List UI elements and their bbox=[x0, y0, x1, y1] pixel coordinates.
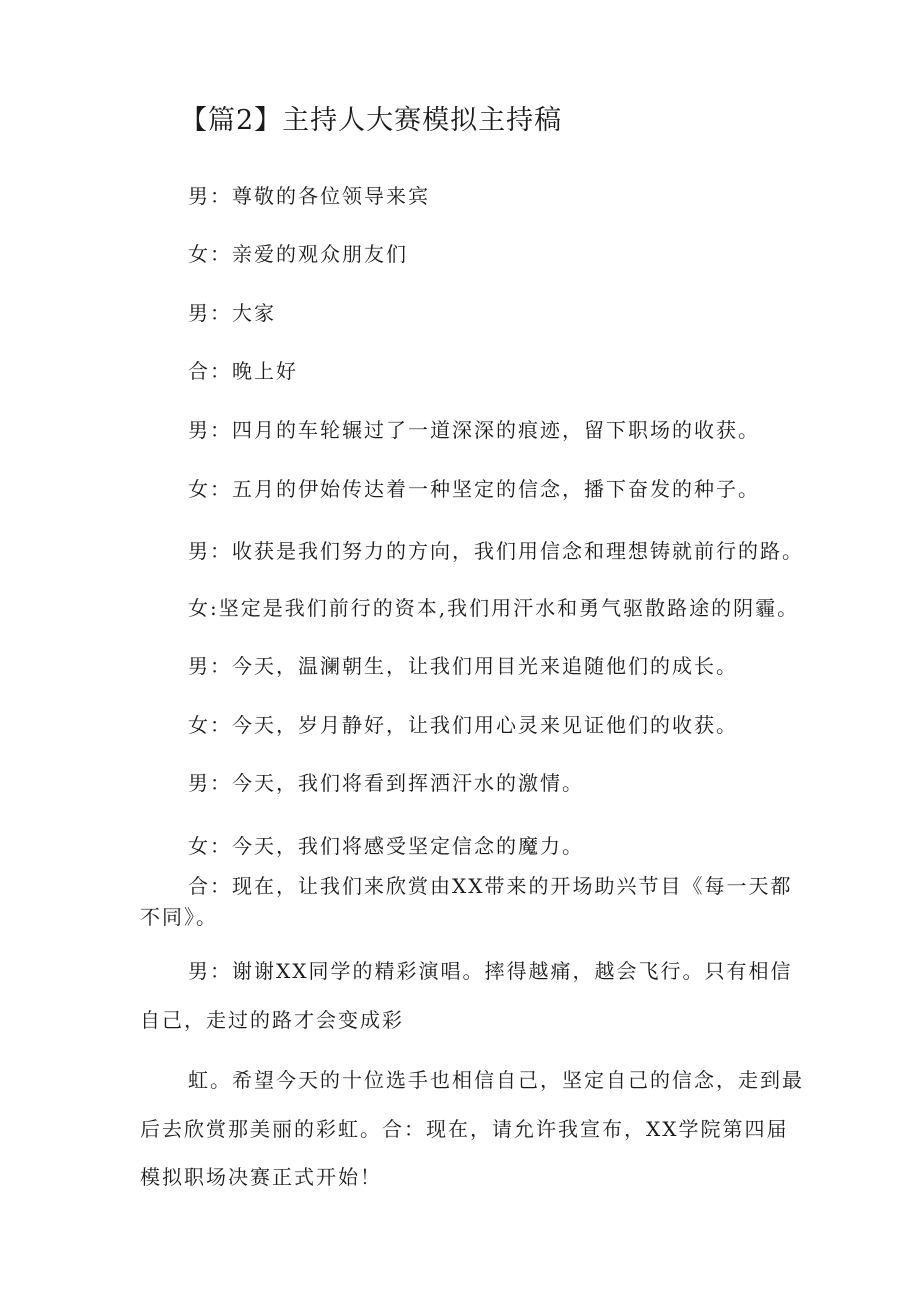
script-line-7: 男：收获是我们努力的方向，我们用信念和理想铸就前行的路。 bbox=[188, 539, 804, 563]
script-line-8: 女:坚定是我们前行的资本,我们用汗水和勇气驱散路途的阴霾。 bbox=[188, 596, 800, 620]
script-line-5: 男：四月的车轮辗过了一道深深的痕迹，留下职场的收获。 bbox=[188, 418, 760, 442]
script-line-1: 男：尊敬的各位领导来宾 bbox=[188, 184, 430, 208]
script-line-13: 合：现在，让我们来欣赏由XX带来的开场助兴节目《每一天都 bbox=[188, 874, 793, 898]
script-line-11: 男：今天，我们将看到挥洒汗水的激情。 bbox=[188, 771, 584, 795]
script-line-12: 女：今天，我们将感受坚定信念的魔力。 bbox=[188, 834, 584, 858]
script-line-10: 女：今天，岁月静好，让我们用心灵来见证他们的收获。 bbox=[188, 713, 738, 737]
script-line-2: 女：亲爱的观众朋友们 bbox=[188, 242, 408, 266]
script-line-14-cont: 自己，走过的路才会变成彩 bbox=[140, 1008, 404, 1032]
script-line-6: 女：五月的伊始传达着一种坚定的信念，播下奋发的种子。 bbox=[188, 477, 760, 501]
script-line-13-cont: 不同》。 bbox=[140, 905, 218, 929]
document-title: 【篇2】主持人大赛模拟主持稿 bbox=[180, 105, 563, 136]
script-line-15-cont-2: 模拟职场决赛正式开始！ bbox=[140, 1165, 382, 1189]
script-line-3: 男：大家 bbox=[188, 301, 276, 325]
script-line-15: 虹。希望今天的十位选手也相信自己，坚定自己的信念，走到最 bbox=[188, 1068, 804, 1092]
script-line-9: 男：今天，温澜朝生，让我们用目光来追随他们的成长。 bbox=[188, 654, 738, 678]
script-line-15-cont-1: 后去欣赏那美丽的彩虹。合：现在，请允许我宣布，XX学院第四届 bbox=[140, 1117, 789, 1141]
script-line-14: 男：谢谢XX同学的精彩演唱。摔得越痛，越会飞行。只有相信 bbox=[188, 959, 793, 983]
script-line-4: 合：晚上好 bbox=[188, 359, 298, 383]
